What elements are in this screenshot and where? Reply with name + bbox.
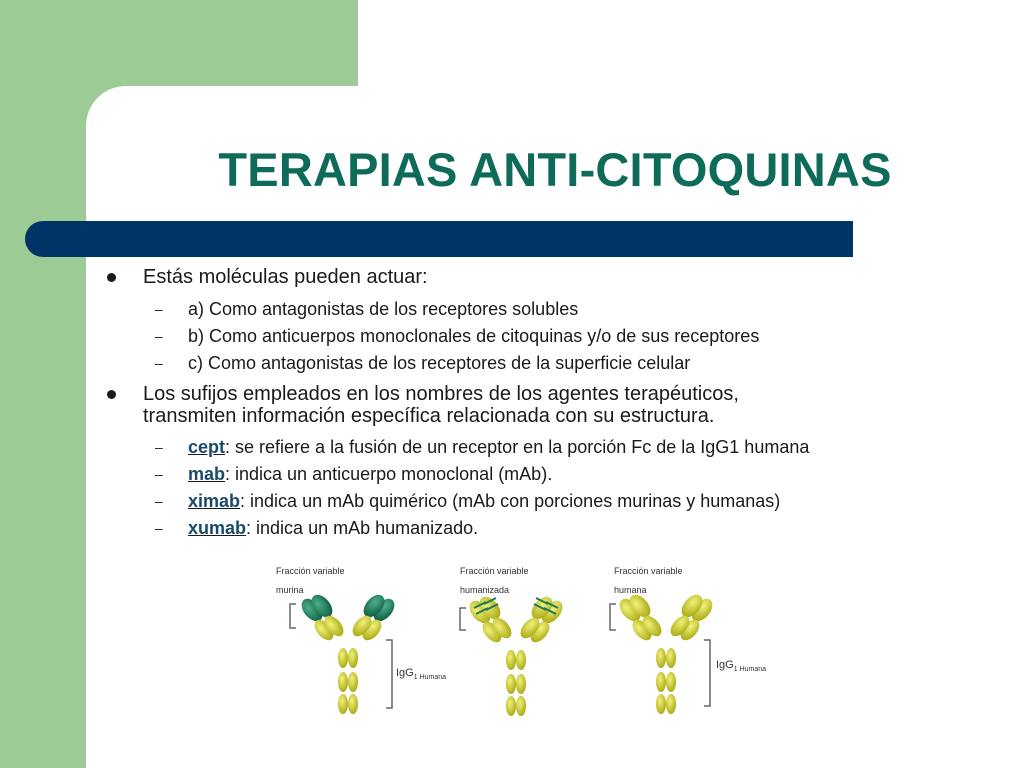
bullet-1-text: Estás moléculas pueden actuar: <box>143 266 428 288</box>
antibody-structure-figure <box>268 560 788 720</box>
suffix-description: : indica un mAb quimérico (mAb con porciones murinas y humanas) <box>240 491 781 511</box>
suffix-term: mab <box>188 464 226 484</box>
bracket-icon <box>290 604 296 628</box>
suffix-term: ximab <box>188 491 241 511</box>
antibody-humanized-icon <box>460 566 566 716</box>
bullet-dot-icon <box>107 390 116 399</box>
bracket-icon <box>460 608 466 630</box>
antibody-murine-icon <box>276 566 446 714</box>
fraction-sublabel: humanizada <box>460 585 510 595</box>
sub-item-text: a) Como antagonistas de los receptores solubles <box>188 299 579 319</box>
bracket-icon <box>610 604 616 630</box>
suffix-item <box>155 463 553 485</box>
suffix-description: : indica un mAb humanizado. <box>246 518 479 538</box>
fraction-label: Fracción variable <box>614 566 683 576</box>
bullet-2 <box>143 383 739 427</box>
suffix-description: : indica un anticuerpo monoclonal (mAb). <box>225 464 553 484</box>
bullet-dot-icon <box>107 273 116 282</box>
fraction-label: Fracción variable <box>276 566 345 576</box>
bracket-icon <box>704 640 710 706</box>
bullet-1 <box>143 266 428 288</box>
antibody-human-icon <box>610 566 766 714</box>
suffix-description: : se refiere a la fusión de un receptor en la porción Fc de la IgG1 humana <box>225 437 810 457</box>
slide-title: TERAPIAS ANTI-CITOQUINAS <box>218 143 892 196</box>
fraction-sublabel: murina <box>276 585 304 595</box>
suffix-item <box>155 490 781 512</box>
dash-icon: – <box>155 466 163 482</box>
dash-icon: – <box>155 355 163 371</box>
fraction-sublabel: humana <box>614 585 647 595</box>
suffix-term: xumab <box>188 518 247 538</box>
sub-item-text: b) Como anticuerpos monoclonales de citoquinas y/o de sus receptores <box>188 326 760 346</box>
bullet-2-line-1: Los sufijos empleados en los nombres de los agentes terapéuticos, <box>143 383 739 405</box>
igg-label: IgG$_{1 Humana}$ <box>716 659 767 673</box>
dash-icon: – <box>155 328 163 344</box>
dash-icon: – <box>155 301 163 317</box>
sub-item-text: c) Como antagonistas de los receptores de la superficie celular <box>188 353 691 373</box>
sub-item <box>155 325 760 347</box>
dash-icon: – <box>155 520 163 536</box>
suffix-term: cept <box>188 437 226 457</box>
suffix-item <box>155 517 479 539</box>
dash-icon: – <box>155 439 163 455</box>
bracket-icon <box>386 640 392 708</box>
suffix-item <box>155 436 810 458</box>
igg-label: IgG$_{1 Humana}$ <box>396 667 447 681</box>
dash-icon: – <box>155 493 163 509</box>
bullet-2-line-2: transmiten información específica relacionada con su estructura. <box>143 405 715 427</box>
sub-item <box>155 298 579 320</box>
fraction-label: Fracción variable <box>460 566 529 576</box>
sub-item <box>155 352 691 374</box>
